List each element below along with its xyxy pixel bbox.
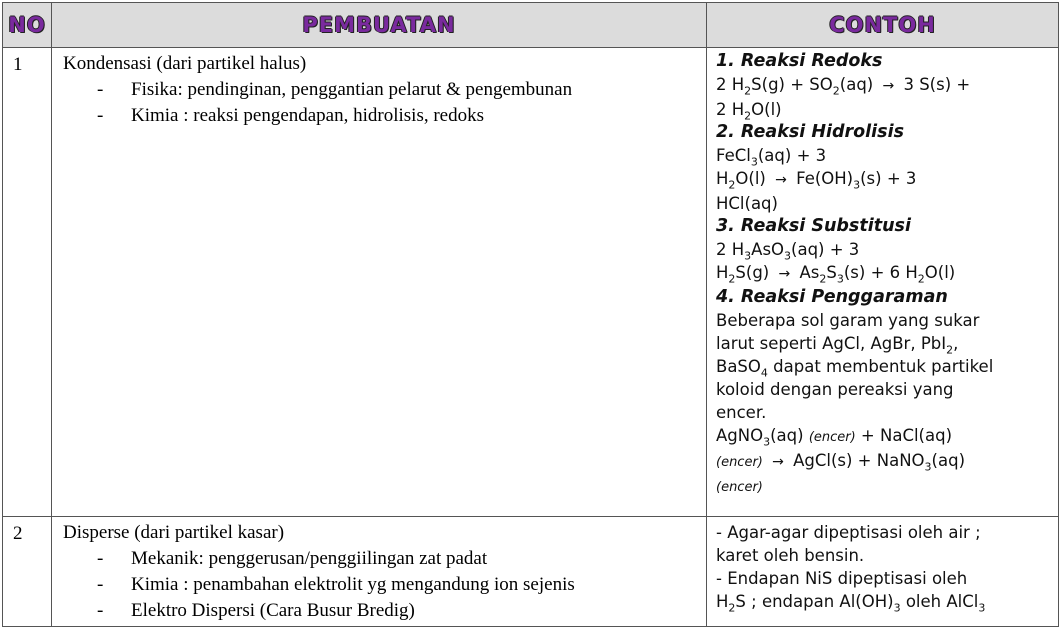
table-row [3, 48, 1059, 517]
method-list [63, 77, 706, 129]
example-cell [707, 517, 1059, 627]
equation-penggaraman: AgNO$_3$(aq) (encer) + NaCl(aq) (encer) → AgCl(s) + NaNO$_3$(aq) (encer) [716, 426, 966, 495]
paragraph-penggaraman: Beberapa sol garam yang sukar larut seperti AgCl, AgBr, PbI$_2$, BaSO$_4$ dapat membentuk partikel koloid dengan pereaksi yang encer. [716, 311, 994, 422]
example-heading: 4. Reaksi Penggaraman [716, 287, 948, 307]
row-number: 1 [3, 48, 52, 517]
header-pembuatan: PEMBUATAN [52, 3, 707, 48]
equation-redoks: 2 $H_2S(g) + SO_2(aq) \to 3$ S(s) + 2 $H_2O(l)$ [716, 75, 971, 123]
example-cell [707, 48, 1059, 517]
list-item: - Fisika: pendinginan, penggantian pelarut & pengembunan [97, 77, 706, 103]
row-number: 2 [3, 517, 52, 627]
header-row [3, 3, 1059, 48]
example-line: - Agar-agar dipeptisasi oleh air ; [716, 523, 981, 542]
colloid-table [2, 2, 1059, 627]
method-title: Kondensasi (dari partikel halus) [63, 53, 307, 74]
example-line: - Endapan NiS dipeptisasi oleh [716, 569, 968, 588]
list-item: - Kimia : reaksi pengendapan, hidrolisis, redoks [97, 103, 706, 129]
equation-hidrolisis: FeCl$_3$(aq) + 3 $H_2O(l) \to Fe(OH)_3(s) + 3$ HCl(aq) [716, 146, 917, 213]
list-item: - Mekanik: penggerusan/penggiilingan zat padat [97, 546, 706, 572]
header-contoh: CONTOH [707, 3, 1059, 48]
header-no: NO [3, 3, 52, 48]
example-heading: 2. Reaksi Hidrolisis [716, 122, 904, 142]
table-row [3, 517, 1059, 627]
list-item: - Elektro Dispersi (Cara Busur Bredig) [97, 598, 706, 624]
example-line: $H_2S$ ; endapan $Al(OH)_3$ oleh AlCl$_3$ [716, 592, 986, 615]
example-heading: 1. Reaksi Redoks [716, 51, 883, 71]
method-cell [52, 517, 707, 627]
method-list [63, 546, 706, 624]
method-title: Disperse (dari partikel kasar) [63, 522, 285, 543]
equation-substitusi: 2 $H_3AsO_3(aq) + 3$ $H_2S(g) \to As_2S_3(s) + 6$ $H_2O(l)$ [716, 240, 956, 286]
example-heading: 3. Reaksi Substitusi [716, 216, 911, 236]
method-cell [52, 48, 707, 517]
list-item: - Kimia : penambahan elektrolit yg mengandung ion sejenis [97, 572, 706, 598]
example-line: karet oleh bensin. [716, 546, 865, 565]
